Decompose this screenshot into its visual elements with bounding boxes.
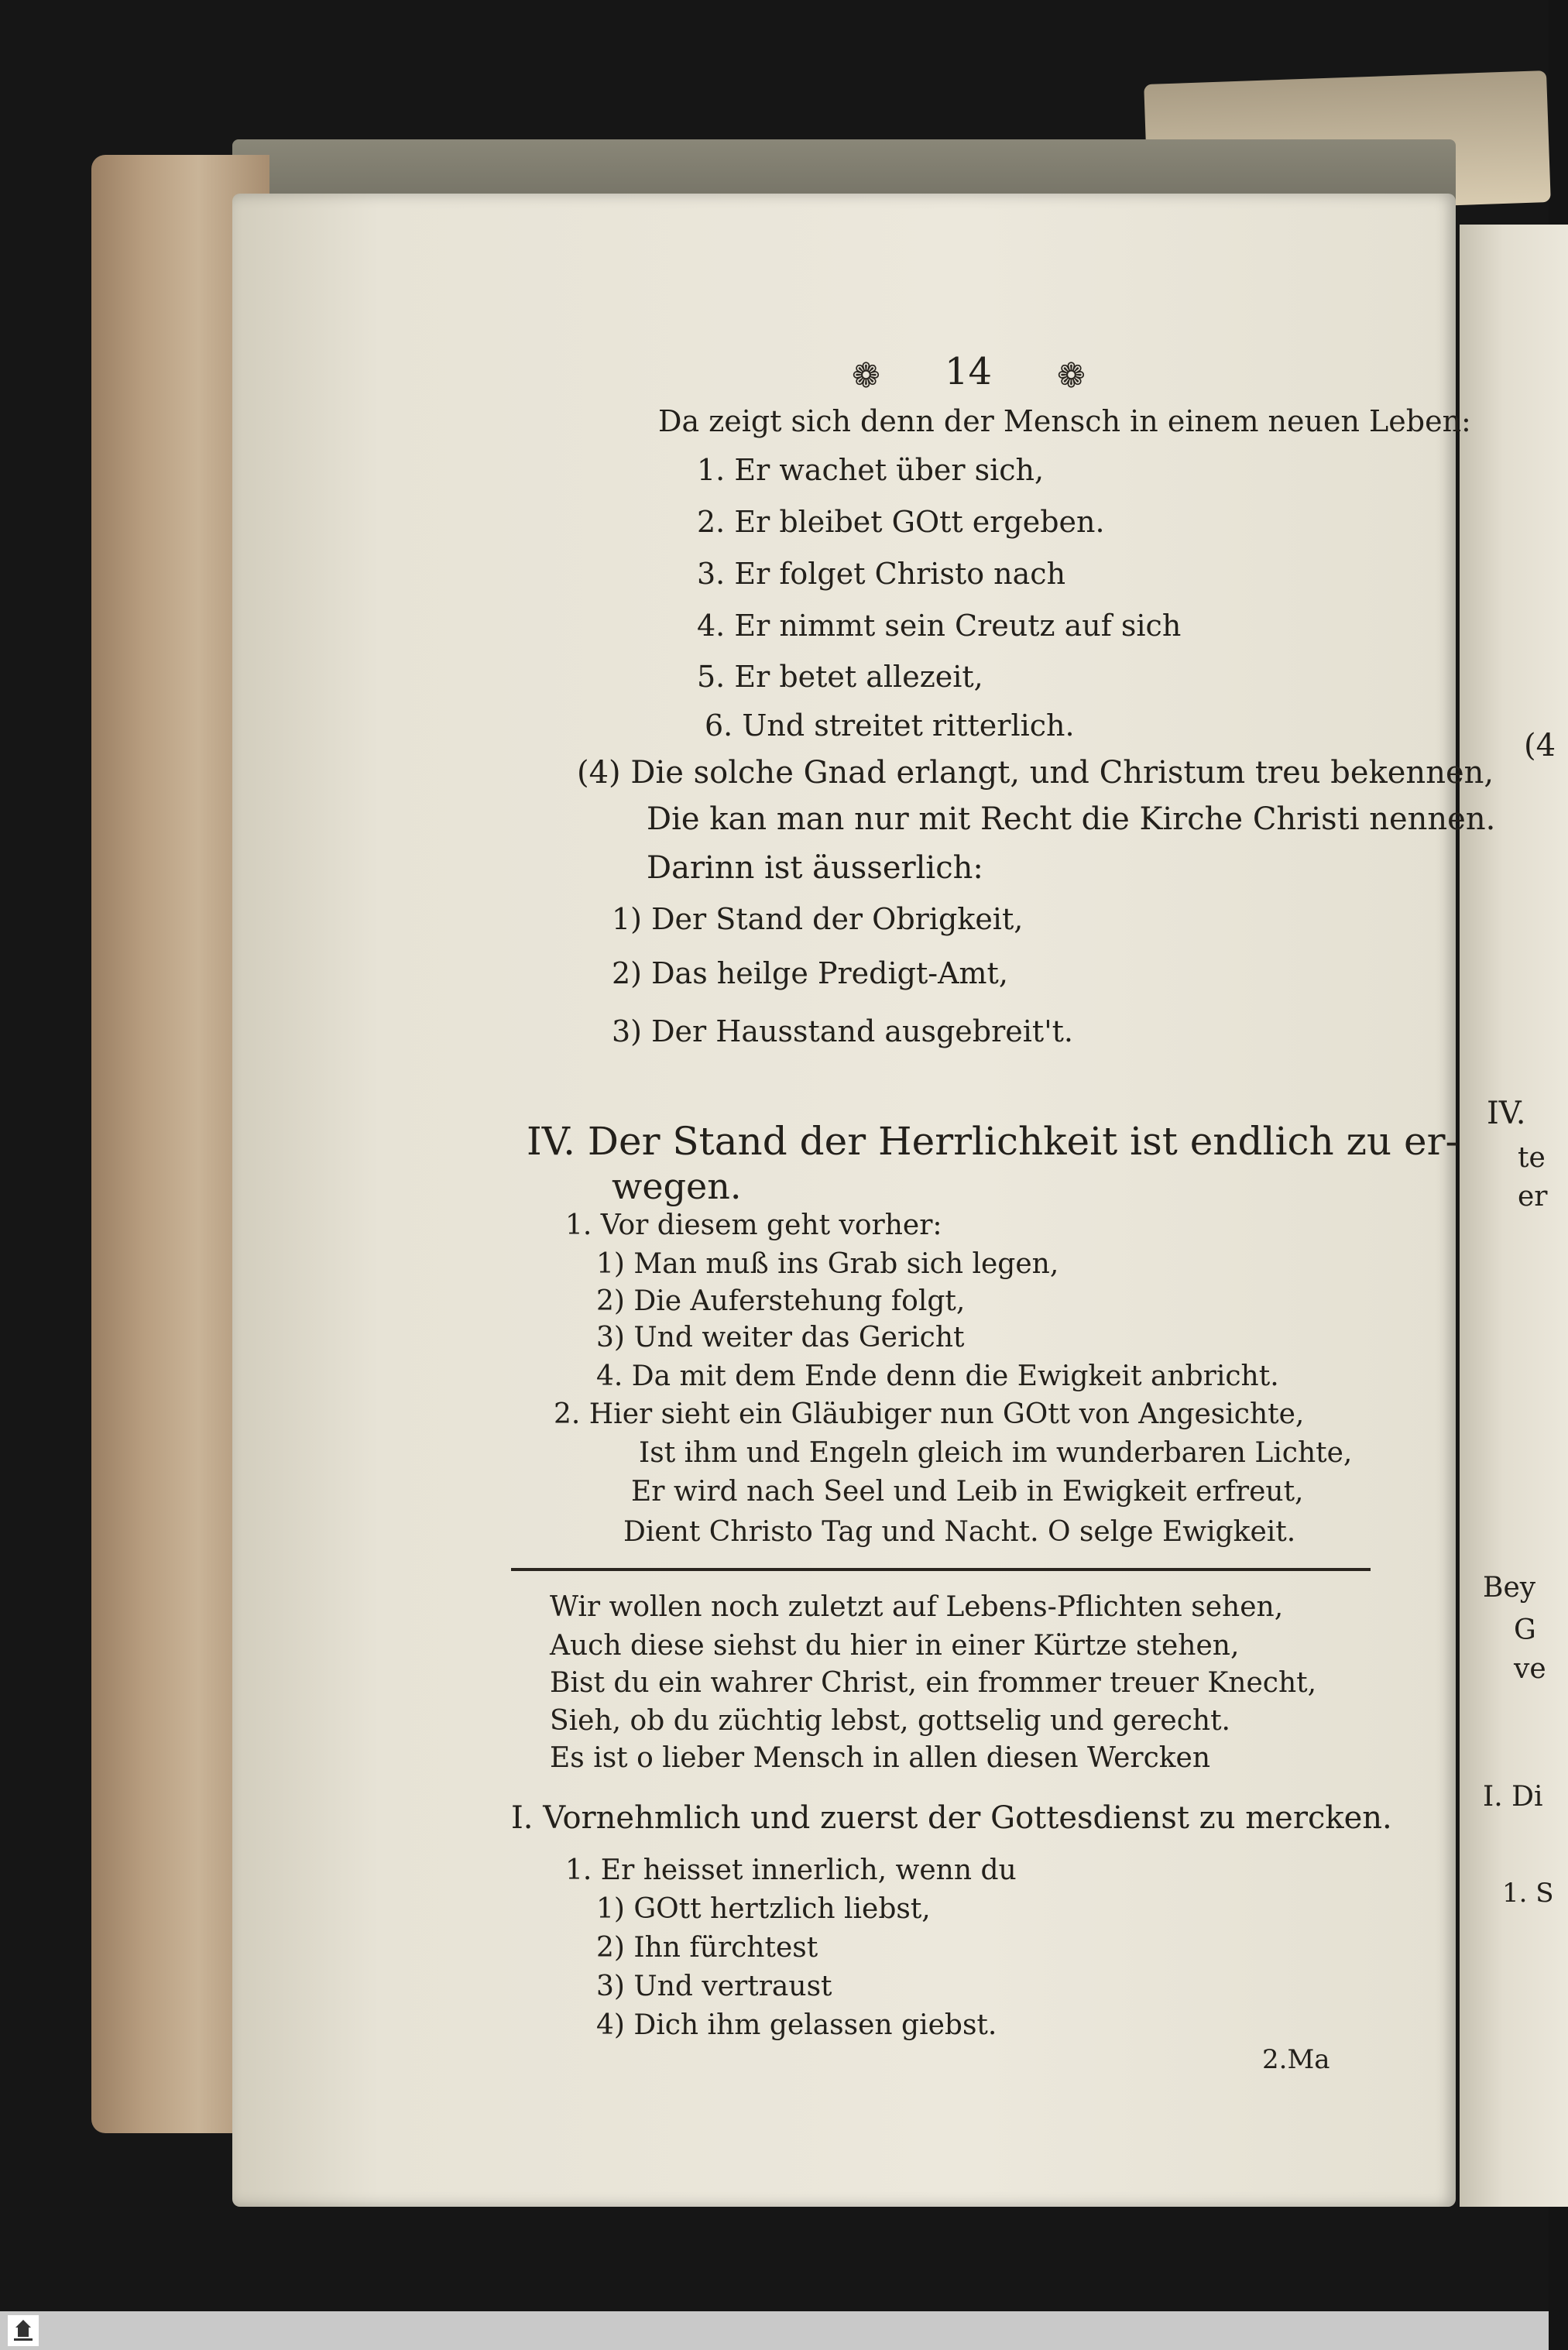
page-header [836, 350, 1115, 396]
right-fragment: ve [1514, 1653, 1546, 1685]
section1-line: 3) Und vertraust [596, 1971, 832, 2002]
right-page [1460, 225, 1568, 2207]
section1-line: 2) Ihn fürchtest [596, 1932, 818, 1964]
list1-item: 5. Er betet allezeit, [697, 660, 983, 694]
section1-heading: I. Vornehmlich und zuerst der Gottesdienst zu mercken. [511, 1800, 1392, 1836]
section4-line: Er wird nach Seel und Leib in Ewigkeit erfreut, [631, 1476, 1304, 1508]
duties-line: Bist du ein wahrer Christ, ein frommer treuer Knecht, [550, 1667, 1317, 1699]
right-fragment: G [1514, 1614, 1536, 1646]
ornament-right-icon: ❁ [1057, 356, 1086, 396]
right-fragment: 1. S [1502, 1878, 1554, 1909]
intro-line: Da zeigt sich denn der Mensch in einem neuen Leben: [658, 404, 1471, 438]
section4-line: 4. Da mit dem Ende denn die Ewigkeit anbricht. [596, 1360, 1279, 1392]
list1-item: 6. Und streitet ritterlich. [705, 708, 1075, 743]
section4-line: Dient Christo Tag und Nacht. O selge Ewigkeit. [623, 1516, 1296, 1548]
duties-line: Es ist o lieber Mensch in allen diesen Wercken [550, 1742, 1211, 1774]
section4-line: 1. Vor diesem geht vorher: [565, 1209, 942, 1241]
list1-item: 2. Er bleibet GOtt ergeben. [697, 505, 1105, 539]
para4-line: Darinn ist äusserlich: [647, 850, 983, 886]
list1-item: 4. Er nimmt sein Creutz auf sich [697, 609, 1182, 643]
duties-line: Wir wollen noch zuletzt auf Lebens-Pflichten sehen, [550, 1591, 1284, 1623]
section1-line: 4) Dich ihm gelassen giebst. [596, 2009, 997, 2041]
para4-line: (4) Die solche Gnad erlangt, und Christum treu bekennen, [577, 755, 1494, 791]
duties-line: Sieh, ob du züchtig lebst, gottselig und gerecht. [550, 1705, 1230, 1737]
section4-line: 3) Und weiter das Gericht [596, 1322, 965, 1353]
right-fragment: I. Di [1483, 1781, 1543, 1813]
list2-item: 3) Der Hausstand ausgebreit't. [612, 1014, 1073, 1048]
section1-line: 1. Er heisset innerlich, wenn du [565, 1854, 1017, 1886]
list1-item: 1. Er wachet über sich, [697, 453, 1045, 487]
separator-rule [511, 1568, 1371, 1571]
catchword: 2.Ma [1262, 2044, 1330, 2075]
right-fragment: IV. [1487, 1096, 1526, 1131]
duties-line: Auch diese siehst du hier in einer Kürtze stehen, [550, 1630, 1240, 1662]
viewer-bottom-bar [0, 2311, 1549, 2350]
right-fragment: te [1518, 1142, 1546, 1174]
ornament-left-icon: ❁ [852, 356, 880, 396]
para4-line: Die kan man nur mit Recht die Kirche Christi nennen. [647, 801, 1496, 837]
section4-heading-cont: wegen. [612, 1165, 742, 1207]
section1-line: 1) GOtt hertzlich liebst, [596, 1893, 931, 1925]
section4-line: 1) Man muß ins Grab sich legen, [596, 1248, 1059, 1280]
page-number: 14 [945, 350, 993, 393]
library-logo-icon [8, 2315, 39, 2346]
section4-line: 2. Hier sieht ein Gläubiger nun GOtt von Angesichte, [554, 1398, 1305, 1430]
section4-line: 2) Die Auferstehung folgt, [596, 1285, 966, 1317]
list1-item: 3. Er folget Christo nach [697, 557, 1066, 591]
section4-line: Ist ihm und Engeln gleich im wunderbaren Lichte, [639, 1437, 1353, 1469]
list2-item: 1) Der Stand der Obrigkeit, [612, 902, 1024, 936]
section4-heading: IV. Der Stand der Herrlichkeit ist endlich zu er- [527, 1119, 1459, 1164]
right-fragment: (4 [1524, 728, 1556, 763]
list2-item: 2) Das heilge Predigt-Amt, [612, 956, 1008, 990]
right-fragment: Bey [1483, 1572, 1536, 1604]
right-fragment: er [1518, 1181, 1548, 1213]
